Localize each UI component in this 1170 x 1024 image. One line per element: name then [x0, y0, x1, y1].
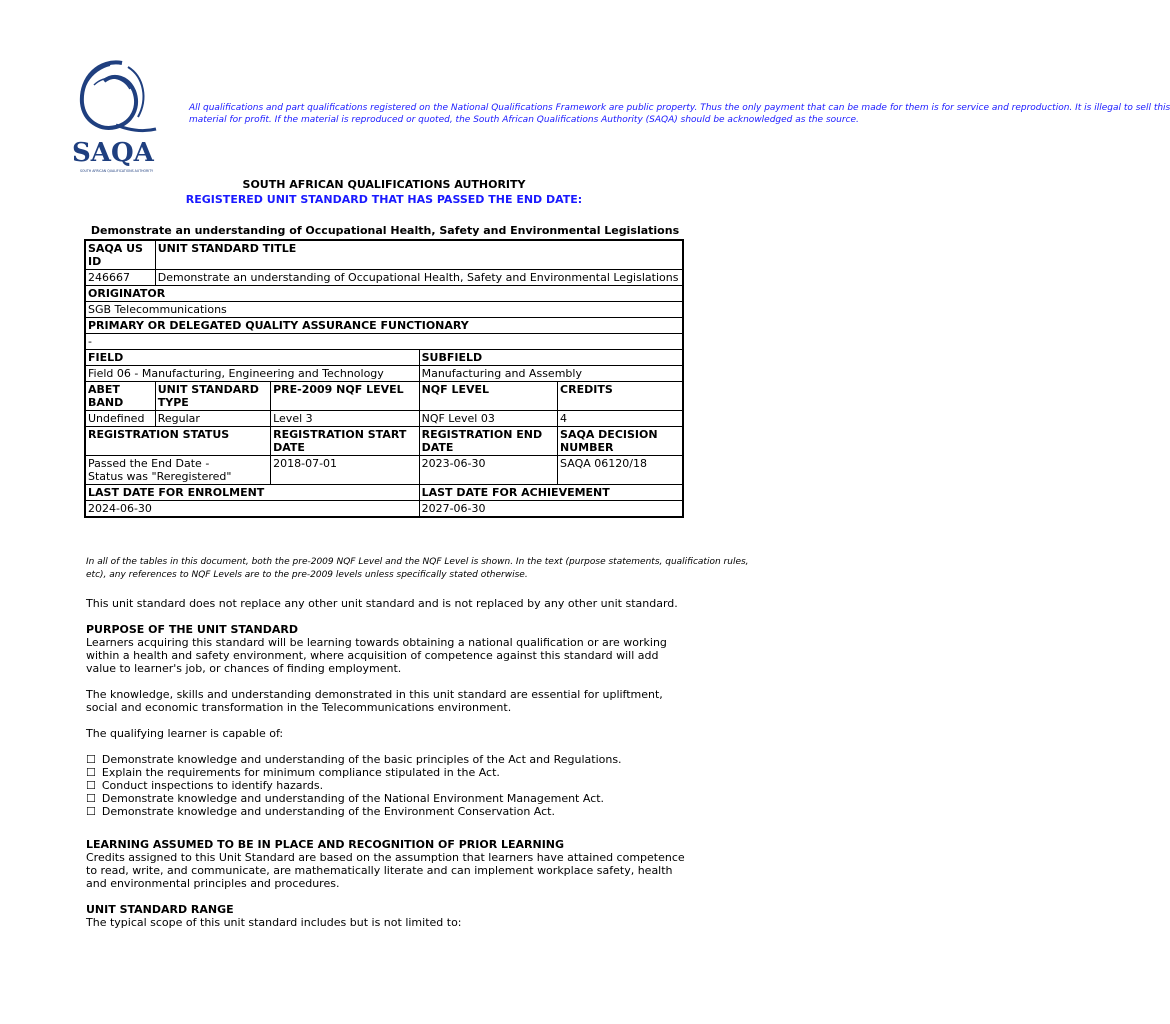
- abet-band-label: ABET BAND: [85, 382, 155, 411]
- credits-label: CREDITS: [558, 382, 683, 411]
- table-row: [85, 485, 683, 501]
- field-value: Field 06 - Manufacturing, Engineering and Technology: [85, 366, 419, 382]
- unit-title-value: Demonstrate an understanding of Occupational Health, Safety and Environmental Legislations: [155, 270, 683, 286]
- list-item-text: Demonstrate knowledge and understanding of the National Environment Management Act.: [101, 792, 605, 805]
- nqf-level-note: In all of the tables in this document, both the pre-2009 NQF Level and the NQF Level is shown. In the text (purpose statements, qualification rules, etc), any references to NQF Levels are to the pre-2009 levels unless specifically stated otherwise.: [86, 557, 749, 580]
- purpose-heading: PURPOSE OF THE UNIT STANDARD: [86, 623, 298, 636]
- table-row: [85, 427, 683, 456]
- originator-value: SGB Telecommunications: [85, 302, 683, 318]
- notice-line-2: material for profit. If the material is reproduced or quoted, the South African Qualifications Authority (SAQA) should be acknowledged as the source.: [189, 115, 859, 125]
- logo-tagline: SOUTH AFRICAN QUALIFICATIONS AUTHORITY: [80, 169, 154, 173]
- table-row: [85, 501, 683, 518]
- table-row: [85, 382, 683, 411]
- checkbox-icon: ☐: [86, 805, 96, 818]
- table-row: [85, 302, 683, 318]
- unit-standard-body: [86, 597, 686, 942]
- last-enrolment-value: 2024-06-30: [85, 501, 419, 518]
- list-item: [86, 766, 686, 779]
- table-row: [85, 366, 683, 382]
- public-property-notice: [189, 102, 1170, 126]
- purpose-paragraph-3: The qualifying learner is capable of:: [86, 727, 284, 740]
- credits-value: 4: [558, 411, 683, 427]
- replacement-statement: This unit standard does not replace any other unit standard and is not replaced by any other unit standard.: [86, 597, 678, 610]
- list-item-text: Explain the requirements for minimum compliance stipulated in the Act.: [101, 766, 500, 779]
- purpose-paragraph-2: The knowledge, skills and understanding demonstrated in this unit standard are essential for upliftment, social and economic transformation in the Telecommunications environment.: [86, 688, 663, 714]
- capability-list: [86, 753, 686, 818]
- nqf-level-label: NQF LEVEL: [419, 382, 557, 411]
- registration-start-label: REGISTRATION START DATE: [271, 427, 419, 456]
- saqa-us-id-label: SAQA US ID: [85, 240, 155, 270]
- table-row: [85, 350, 683, 366]
- subfield-label: SUBFIELD: [419, 350, 683, 366]
- unit-standard-info-table: [84, 239, 684, 518]
- decision-number-label: SAQA DECISION NUMBER: [558, 427, 683, 456]
- checkbox-icon: ☐: [86, 753, 96, 766]
- registration-status-line-1: Passed the End Date -: [88, 457, 210, 470]
- list-item: [86, 753, 686, 766]
- nqf-level-value: NQF Level 03: [419, 411, 557, 427]
- checkbox-icon: ☐: [86, 792, 96, 805]
- pre2009-level-value: Level 3: [271, 411, 419, 427]
- authority-heading: SOUTH AFRICAN QUALIFICATIONS AUTHORITY: [242, 178, 526, 191]
- originator-label: ORIGINATOR: [85, 286, 683, 302]
- list-item: [86, 779, 686, 792]
- list-item-text: Demonstrate knowledge and understanding of the basic principles of the Act and Regulations.: [101, 753, 622, 766]
- table-row: [85, 456, 683, 485]
- decision-number-value: SAQA 06120/18: [558, 456, 683, 485]
- learning-assumed-heading: LEARNING ASSUMED TO BE IN PLACE AND RECOGNITION OF PRIOR LEARNING: [86, 838, 565, 851]
- registration-end-value: 2023-06-30: [419, 456, 557, 485]
- list-item: [86, 792, 686, 805]
- range-heading: UNIT STANDARD RANGE: [86, 903, 234, 916]
- registration-status-label: REGISTRATION STATUS: [85, 427, 271, 456]
- last-enrolment-label: LAST DATE FOR ENROLMENT: [85, 485, 419, 501]
- logo-text: SAQA: [72, 138, 154, 168]
- registration-end-label: REGISTRATION END DATE: [419, 427, 557, 456]
- table-row: [85, 286, 683, 302]
- abet-band-value: Undefined: [85, 411, 155, 427]
- unit-type-value: Regular: [155, 411, 270, 427]
- qa-functionary-value: -: [85, 334, 683, 350]
- field-label: FIELD: [85, 350, 419, 366]
- qa-functionary-label: PRIMARY OR DELEGATED QUALITY ASSURANCE FUNCTIONARY: [85, 318, 683, 334]
- unit-title-label: UNIT STANDARD TITLE: [155, 240, 683, 270]
- table-row: [85, 411, 683, 427]
- registration-start-value: 2018-07-01: [271, 456, 419, 485]
- checkbox-icon: ☐: [86, 766, 96, 779]
- pre2009-level-label: PRE-2009 NQF LEVEL: [271, 382, 419, 411]
- subfield-value: Manufacturing and Assembly: [419, 366, 683, 382]
- registration-status-heading: REGISTERED UNIT STANDARD THAT HAS PASSED THE END DATE:: [185, 193, 583, 206]
- saqa-us-id-value: 246667: [85, 270, 155, 286]
- list-item: [86, 805, 686, 818]
- notice-line-1: All qualifications and part qualifications registered on the National Qualifications Framework are public property. Thus the only payment that can be made for them is for service and reproduction. It is illegal to sell this: [189, 103, 1170, 113]
- purpose-paragraph-1: Learners acquiring this standard will be learning towards obtaining a national qualification or are working within a health and safety environment, where acquisition of competence against this standard will add value to learner's job, or chances of finding employment.: [86, 636, 667, 675]
- registration-status-value: [85, 456, 271, 485]
- last-achievement-value: 2027-06-30: [419, 501, 683, 518]
- last-achievement-label: LAST DATE FOR ACHIEVEMENT: [419, 485, 683, 501]
- table-row: [85, 334, 683, 350]
- learning-assumed-paragraph: Credits assigned to this Unit Standard are based on the assumption that learners have attained competence to read, write, and communicate, are mathematically literate and can implement workplace safety, health and environmental principles and procedures.: [86, 851, 685, 890]
- unit-type-label: UNIT STANDARD TYPE: [155, 382, 270, 411]
- table-row: [85, 270, 683, 286]
- table-row: [85, 240, 683, 270]
- registration-status-line-2: Status was "Reregistered": [88, 470, 232, 483]
- list-item-text: Demonstrate knowledge and understanding of the Environment Conservation Act.: [101, 805, 555, 818]
- saqa-logo: [70, 55, 170, 175]
- checkbox-icon: ☐: [86, 779, 96, 792]
- table-row: [85, 318, 683, 334]
- unit-standard-heading: Demonstrate an understanding of Occupational Health, Safety and Environmental Legislations: [90, 224, 680, 237]
- range-paragraph: The typical scope of this unit standard includes but is not limited to:: [86, 916, 462, 929]
- saqa-logo-emblem: [70, 55, 170, 175]
- list-item-text: Conduct inspections to identify hazards.: [101, 779, 324, 792]
